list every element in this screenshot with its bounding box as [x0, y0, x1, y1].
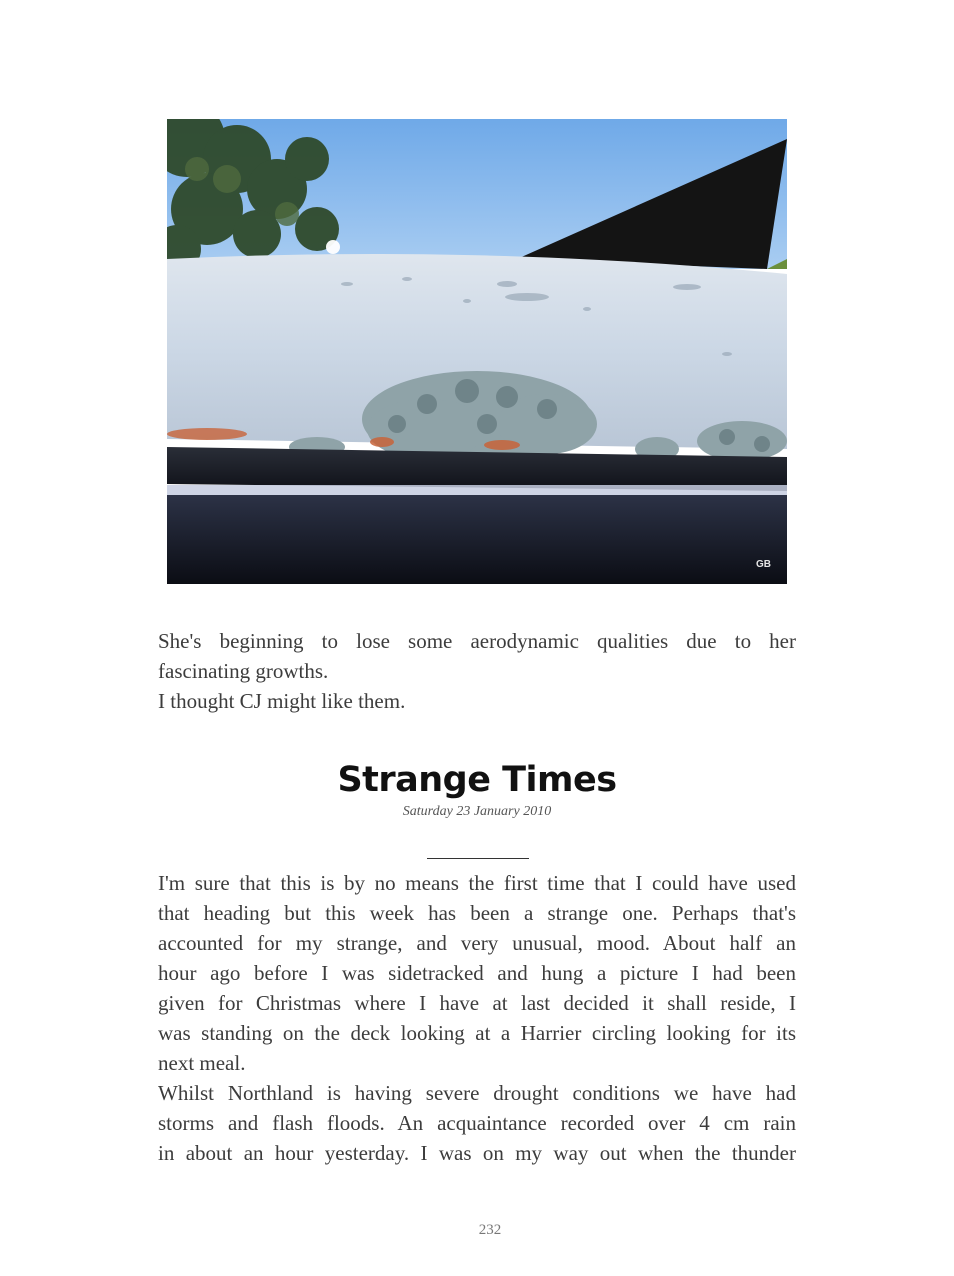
post-paragraph-2 — [158, 1078, 796, 1168]
paragraph-line: accounted for my strange, and very unusual, mood. About half an — [158, 931, 796, 955]
paragraph-line: hour ago before I was sidetracked and hung a picture I had been — [158, 961, 796, 985]
paragraph-line: was standing on the deck looking at a Harrier circling looking for its — [158, 1021, 796, 1045]
photo-credit: GB — [756, 559, 771, 570]
paragraph-line: storms and flash floods. An acquaintance recorded over 4 cm rain — [158, 1111, 796, 1135]
photo-caption — [158, 626, 796, 716]
lichen-photo — [167, 119, 787, 584]
paragraph-line: Whilst Northland is having severe drought conditions we have had — [158, 1081, 796, 1105]
paragraph-line: I'm sure that this is by no means the first time that I could have used — [158, 871, 796, 895]
paragraph-line: given for Christmas where I have at last decided it shall reside, I — [158, 991, 796, 1015]
paragraph-line: that heading but this week has been a strange one. Perhaps that's — [158, 901, 796, 925]
post-date: Saturday 23 January 2010 — [402, 804, 552, 819]
title-divider — [427, 858, 529, 859]
page-number: 232 — [478, 1222, 502, 1238]
lichen-photo-image — [167, 119, 787, 584]
paragraph-line: next meal. — [158, 1051, 246, 1075]
post-title: Strange Times — [337, 760, 617, 800]
post-paragraph-1 — [158, 868, 796, 1078]
caption-line: She's beginning to lose some aerodynamic qualities due to her — [158, 629, 796, 653]
paragraph-line: in about an hour yesterday. I was on my way out when the thunder — [158, 1141, 796, 1165]
caption-line: fascinating growths. — [158, 659, 329, 683]
caption-line: I thought CJ might like them. — [158, 689, 406, 713]
